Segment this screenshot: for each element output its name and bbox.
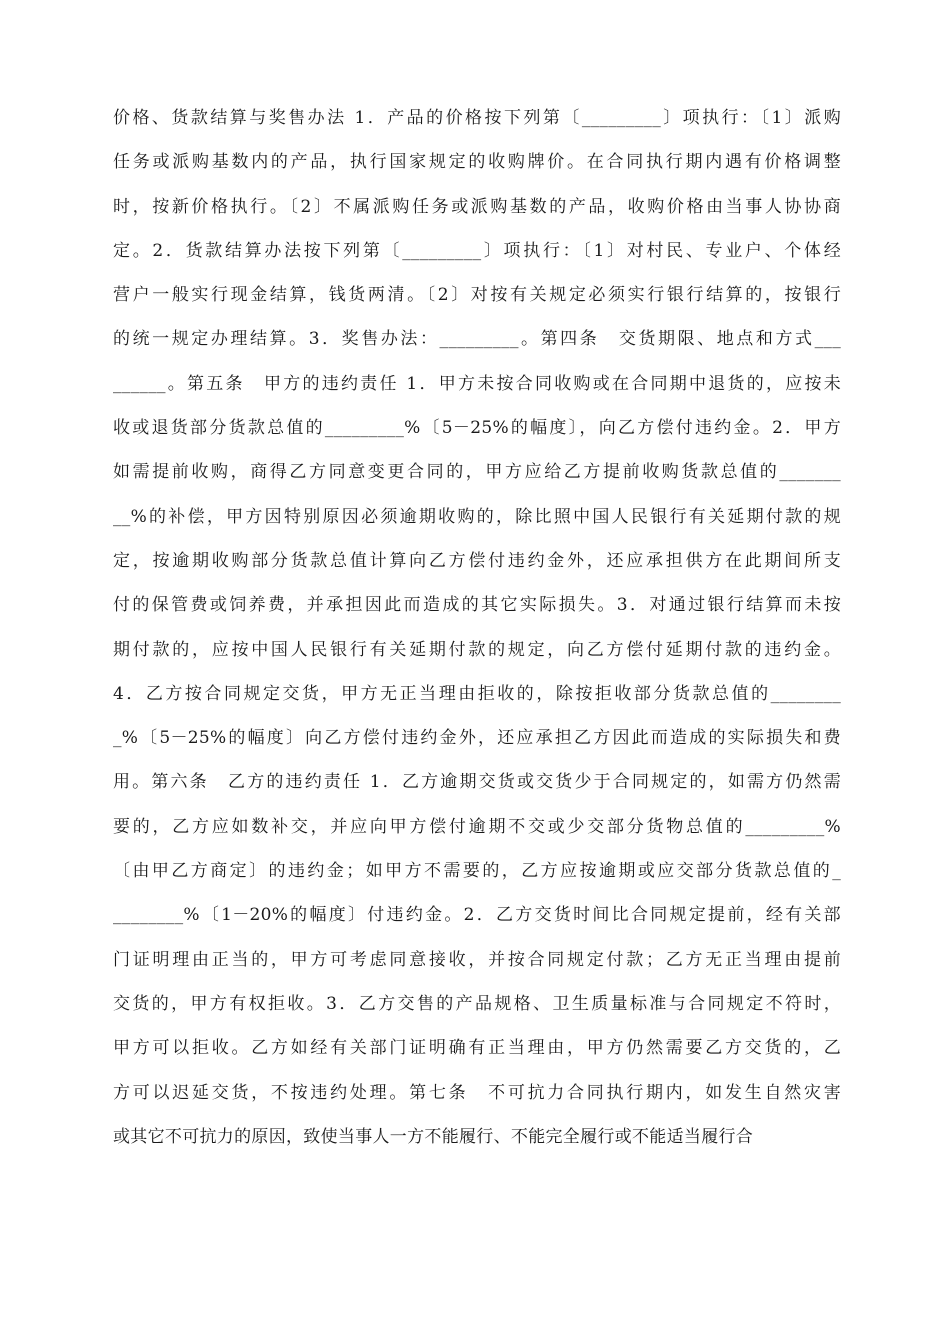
- text-line: 付的保管费或饲养费，并承担因此而造成的其它实际损失。3．对通过银行结算而未按: [113, 595, 841, 616]
- text-line: ________%〔1－20%的幅度〕付违约金。2．乙方交货时间比合同规定提前，经有关部: [113, 905, 841, 926]
- text-line: 用。第六条 乙方的违约责任 1．乙方逾期交货或交货少于合同规定的，如需方仍然需: [113, 772, 841, 793]
- text-line: 如需提前收购，商得乙方同意变更合同的，甲方应给乙方提前收购货款总值的_______: [113, 462, 841, 483]
- text-line: 的统一规定办理结算。3．奖售办法：_________。第四条 交货期限、地点和方式___: [113, 329, 841, 350]
- text-line: 甲方可以拒收。乙方如经有关部门证明确有正当理由，甲方仍然需要乙方交货的，乙: [113, 1038, 841, 1059]
- text-line: __%的补偿，甲方因特别原因必须逾期收购的，除比照中国人民银行有关延期付款的规: [113, 506, 841, 527]
- text-line: 时，按新价格执行。〔2〕不属派购任务或派购基数的产品，收购价格由当事人协协商: [113, 196, 841, 217]
- text-line: 要的，乙方应如数补交，并应向甲方偿付逾期不交或少交部分货物总值的_________%: [113, 816, 841, 837]
- text-line: 营户一般实行现金结算，钱货两清。〔2〕对按有关规定必须实行银行结算的，按银行: [113, 285, 841, 306]
- text-line: 定，按逾期收购部分货款总值计算向乙方偿付违约金外，还应承担供方在此期间所支: [113, 550, 841, 571]
- text-line: 4．乙方按合同规定交货，甲方无正当理由拒收的，除按拒收部分货款总值的________: [113, 683, 841, 704]
- text-line: 〔由甲乙方商定〕的违约金；如甲方不需要的，乙方应按逾期或应交部分货款总值的_: [113, 861, 841, 882]
- text-line: 价格、货款结算与奖售办法 1．产品的价格按下列第〔_________〕项执行：〔1〕派购: [113, 108, 841, 128]
- text-line: 方可以迟延交货，不按违约处理。第七条 不可抗力合同执行期内，如发生自然灾害: [113, 1082, 841, 1103]
- text-line: 或其它不可抗力的原因，致使当事人一方不能履行、不能完全履行或不能适当履行合: [113, 1126, 754, 1147]
- text-line: 任务或派购基数内的产品，执行国家规定的收购牌价。在合同执行期内遇有价格调整: [113, 152, 841, 173]
- text-line: _%〔5－25%的幅度〕向乙方偿付违约金外，还应承担乙方因此而造成的实际损失和费: [113, 728, 841, 749]
- text-line: 交货的，甲方有权拒收。3．乙方交售的产品规格、卫生质量标准与合同规定不符时，: [113, 993, 841, 1014]
- text-line: 定。2．货款结算办法按下列第〔_________〕项执行：〔1〕对村民、专业户、个体经: [113, 240, 841, 261]
- text-line: 期付款的，应按中国人民银行有关延期付款的规定，向乙方偿付延期付款的违约金。: [113, 639, 841, 660]
- text-line: ______。第五条 甲方的违约责任 1．甲方未按合同收购或在合同期中退货的，应按未: [113, 373, 841, 394]
- text-line: 收或退货部分货款总值的_________%〔5－25%的幅度〕，向乙方偿付违约金。2．甲方: [113, 418, 841, 439]
- text-line: 门证明理由正当的，甲方可考虑同意接收，并按合同规定付款；乙方无正当理由提前: [113, 949, 841, 970]
- contract-body-text: [113, 96, 841, 1159]
